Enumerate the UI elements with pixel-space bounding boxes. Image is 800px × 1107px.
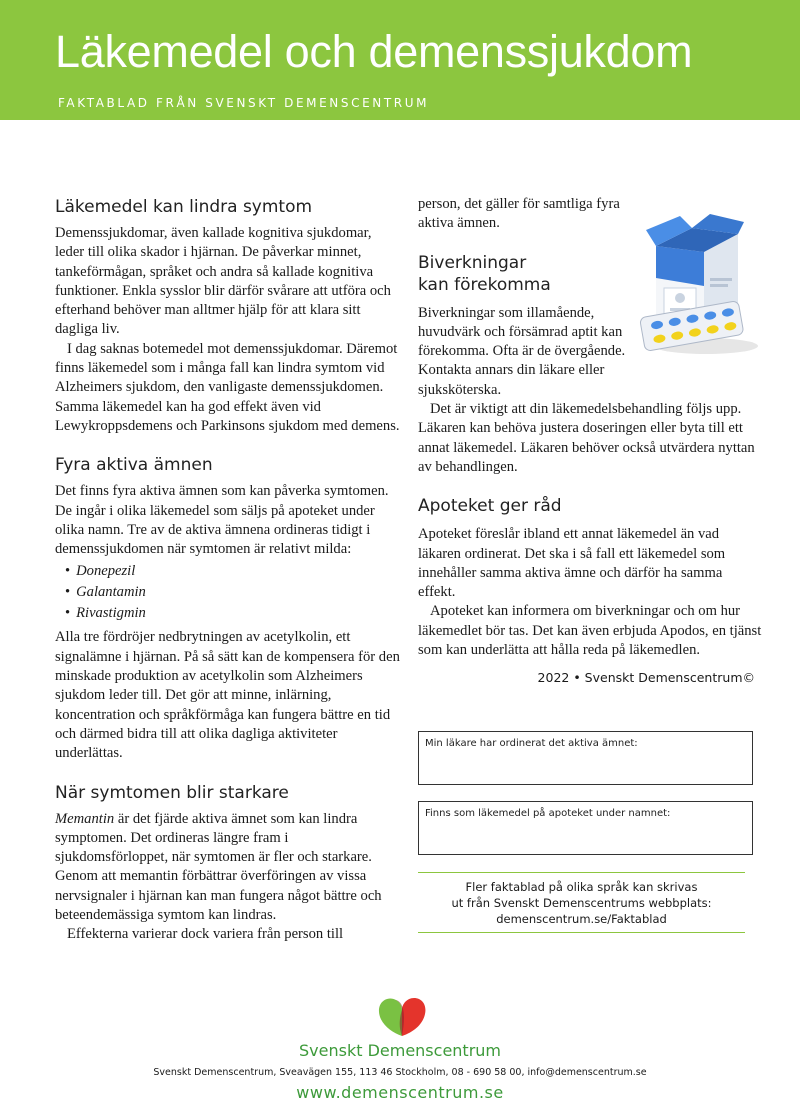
field-label: Finns som läkemedel på apoteket under namnet: xyxy=(425,808,671,819)
paragraph: person, det gäller för samtliga fyra aktiva ämnen. xyxy=(418,196,620,232)
paragraph: Apoteket föreslår ibland ett annat läkemedel än vad läkaren ordinerat. Det ska i så fall ett läkemedel som innehåller samma aktiva ämne och därför ha samma effekt. xyxy=(418,526,726,601)
medicine-box-and-blister-pack-icon xyxy=(636,208,764,358)
organization-address: Svenskt Demenscentrum, Sveavägen 155, 113 46 Stockholm, 08 - 690 58 00, info@demenscentrum.se xyxy=(153,1067,647,1078)
copyright: 2022 • Svenskt Demenscentrum© xyxy=(537,670,755,686)
heading-line: Biverkningar xyxy=(418,252,527,273)
note-link: demenscentrum.se/Faktablad xyxy=(496,912,667,926)
heading-line: kan förekomma xyxy=(418,274,551,295)
section-heading-pharmacy: Apoteket ger råd xyxy=(418,496,562,517)
paragraph: I dag saknas botemedel mot demenssjukdomar. Däremot finns läkemedel som i många fall kan lindra symtom vid Alzheimers sjukdom, den vanligaste demenssjukdomen. Samma läkemedel kan ha god effekt även vid Lewykroppsdemens och Parkinsons sjukdom med demens. xyxy=(55,340,400,434)
paragraph: Apoteket kan informera om biverkningar och om hur läkemedlet bör tas. Det kan även erbjuda Apodos, en tjänst som kan underlätta att hålla reda på läkemedlen. xyxy=(418,603,762,659)
field-label: Min läkare har ordinerat det aktiva ämnet: xyxy=(425,738,638,749)
more-info-note xyxy=(418,879,745,927)
heart-logo-icon xyxy=(376,994,428,1038)
paragraph-text: är det fjärde aktiva ämnet som kan lindra symptomen. Det ordineras längre fram i sjukdomsförloppet, när symtomen är fler och starkare. Genom att memantin förbättrar överföringen av vissa nervsignaler i hjärnan kan man fungera något bättre och beteendemässiga symtom kan lindras. xyxy=(55,810,382,924)
section-heading-stronger-symptoms: När symtomen blir starkare xyxy=(55,782,289,803)
emphasis-memantin: Memantin xyxy=(55,810,115,827)
note-line: ut från Svenskt Demenscentrums webbplats: xyxy=(451,896,712,910)
paragraph: Det finns fyra aktiva ämnen som kan påverka symtomen. De ingår i olika läkemedel som säljs på apoteket under olika namn. Tre av de aktiva ämnena ordineras tidigt i demenssjukdomen när symtomen är relativt milda: xyxy=(55,483,389,558)
divider xyxy=(418,932,745,933)
website-link[interactable]: www.demenscentrum.se xyxy=(296,1083,504,1102)
pharmacy-product-name-field[interactable] xyxy=(418,801,753,855)
organization-name: Svenskt Demenscentrum xyxy=(299,1041,501,1060)
paragraph: Biverkningar som illamående, huvudvärk och försämrad aptit kan förekomma. Ofta är de övergående. Kontakta annars din läkare eller sjuksköterska. xyxy=(418,304,626,398)
section-heading-symptoms: Läkemedel kan lindra symtom xyxy=(55,197,313,217)
paragraph: Effekterna varierar dock variera från person till xyxy=(67,926,344,943)
list-item: • Galantamin xyxy=(65,582,400,603)
note-line: Fler faktablad på olika språk kan skrivas xyxy=(465,880,698,894)
list-item: • Rivastigmin xyxy=(65,603,400,624)
substance-list xyxy=(55,561,400,624)
doctor-prescribed-substance-field[interactable] xyxy=(418,731,753,785)
paragraph xyxy=(55,810,400,926)
paragraph: Det är viktigt att din läkemedelsbehandling följs upp. Läkaren kan behöva justera doseringen eller byta till ett annat läkemedel. Läkaren behöver också utvärdera nyttan av behandlingen. xyxy=(418,401,755,475)
list-item: • Donepezil xyxy=(65,561,400,582)
header-banner xyxy=(0,0,800,120)
page-title: Läkemedel och demenssjukdom xyxy=(55,26,693,77)
paragraph: Alla tre fördröjer nedbrytningen av acetylkolin, ett signalämne i hjärnan. På så sätt kan de kompensera för den minskade produktion av acetylkolin som Alzheimers sjukdom leder till. Det gör att minne, inlärning, koncentration och språkförmåga kan fungera bättre en tid och därmed bidra till att olika dagliga aktiviteter underlättas. xyxy=(55,629,400,762)
left-column xyxy=(55,196,400,945)
paragraph: Demenssjukdomar, även kallade kognitiva sjukdomar, leder till olika skador i hjärnan. De påverkar minnet, tankeförmågan, språket och andra så kallade kognitiva funktioner. Enkla sysslor blir därför svårare att utföra och efterhand behöver man alltmer hjälp för att klara sitt dagliga liv. xyxy=(55,225,391,338)
divider xyxy=(418,872,745,873)
page-subtitle: FAKTABLAD FRÅN SVENSKT DEMENSCENTRUM xyxy=(58,96,430,110)
section-heading-four-substances: Fyra aktiva ämnen xyxy=(55,455,213,476)
